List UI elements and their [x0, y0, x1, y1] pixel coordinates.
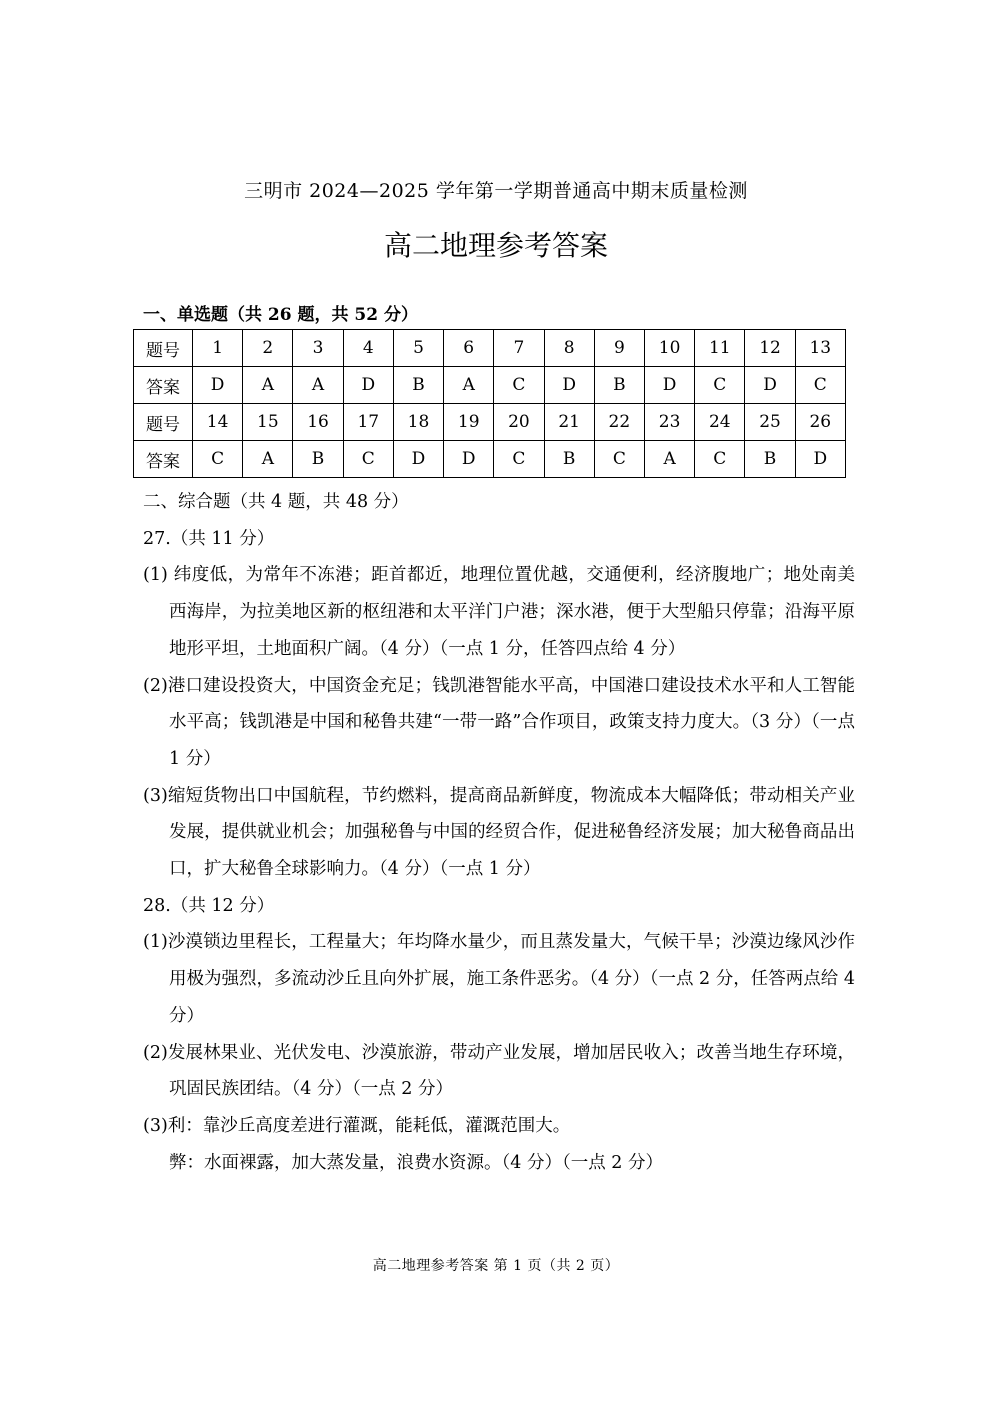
- table-row-numbers-1: [134, 330, 846, 367]
- question-number: 22: [594, 404, 644, 441]
- row-label-number: 题号: [134, 330, 193, 367]
- answer-cell: D: [544, 367, 594, 404]
- question-number: 16: [293, 404, 343, 441]
- question-number: 19: [444, 404, 494, 441]
- question-number: 9: [594, 330, 644, 367]
- answer-cell: D: [343, 367, 393, 404]
- answer-table: [133, 329, 846, 478]
- question-number: 1: [193, 330, 243, 367]
- question-number: 14: [193, 404, 243, 441]
- question-number: 4: [343, 330, 393, 367]
- question-number: 18: [393, 404, 443, 441]
- question-number: 6: [444, 330, 494, 367]
- question-number: 5: [393, 330, 443, 367]
- answer-cell: C: [193, 441, 243, 478]
- question-27-heading: 27.（共 11 分）: [143, 528, 275, 549]
- answer-cell: C: [494, 441, 544, 478]
- question-number: 8: [544, 330, 594, 367]
- exam-subtitle: 三明市 2024—2025 学年第一学期普通高中期末质量检测: [244, 180, 748, 202]
- question-number: 26: [795, 404, 845, 441]
- question-28-answer-1: (1)沙漠锁边里程长，工程量大；年均降水量少，而且蒸发量大，气候干旱；沙漠边缘风沙作用极为强烈，多流动沙丘且向外扩展，施工条件恶劣。（4 分）（一点 2 分，任答两点给 4 分）: [143, 932, 855, 1026]
- answer-cell: B: [544, 441, 594, 478]
- answer-cell: C: [494, 367, 544, 404]
- question-27-answer-1: (1) 纬度低，为常年不冻港；距首都近，地理位置优越，交通便利，经济腹地广；地处南美西海岸，为拉美地区新的枢纽港和太平洋门户港；深水港，便于大型船只停靠；沿海平原地形平坦，土地面积广阔。（4 分）（一点 1 分，任答四点给 4 分）: [143, 565, 855, 659]
- answer-cell: C: [594, 441, 644, 478]
- answer-cell: C: [695, 441, 745, 478]
- section-1-heading: 一、单选题（共 26 题，共 52 分）: [143, 305, 418, 325]
- table-row-answers-2: [134, 441, 846, 478]
- answer-cell: C: [343, 441, 393, 478]
- answer-cell: B: [745, 441, 795, 478]
- answer-cell: D: [444, 441, 494, 478]
- answer-cell: C: [795, 367, 845, 404]
- question-number: 20: [494, 404, 544, 441]
- answer-cell: A: [293, 367, 343, 404]
- question-number: 13: [795, 330, 845, 367]
- question-number: 11: [695, 330, 745, 367]
- answer-cell: A: [444, 367, 494, 404]
- row-label-number: 题号: [134, 404, 193, 441]
- answer-cell: A: [243, 367, 293, 404]
- comprehensive-section: [143, 484, 855, 1181]
- table-row-answers-1: [134, 367, 846, 404]
- question-number: 24: [695, 404, 745, 441]
- page-title: 高二地理参考答案: [383, 229, 608, 262]
- answer-cell: C: [695, 367, 745, 404]
- question-number: 7: [494, 330, 544, 367]
- answer-cell: D: [795, 441, 845, 478]
- answer-cell: B: [393, 367, 443, 404]
- question-28-answer-3-disadvantage: 弊：水面裸露，加大蒸发量，浪费水资源。（4 分）（一点 2 分）: [169, 1152, 663, 1173]
- answer-cell: D: [644, 367, 694, 404]
- question-number: 3: [293, 330, 343, 367]
- page-footer: 高二地理参考答案 第 1 页（共 2 页）: [372, 1258, 620, 1274]
- answer-cell: D: [393, 441, 443, 478]
- question-27-answer-3: (3)缩短货物出口中国航程，节约燃料，提高商品新鲜度，物流成本大幅降低；带动相关产业发展，提供就业机会；加强秘鲁与中国的经贸合作，促进秘鲁经济发展；加大秘鲁商品出口，扩大秘鲁全球影响力。（4 分）（一点 1 分）: [143, 785, 855, 880]
- question-number: 21: [544, 404, 594, 441]
- question-28-answer-2: (2)发展林果业、光伏发电、沙漠旅游，带动产业发展，增加居民收入；改善当地生存环境，巩固民族团结。（4 分）（一点 2 分）: [143, 1042, 855, 1100]
- row-label-answer: 答案: [134, 441, 193, 478]
- answer-cell: A: [243, 441, 293, 478]
- answer-cell: D: [745, 367, 795, 404]
- answer-cell: B: [293, 441, 343, 478]
- question-27-answer-2: (2)港口建设投资大，中国资金充足；钱凯港智能水平高，中国港口建设技术水平和人工智能水平高；钱凯港是中国和秘鲁共建“一带一路”合作项目，政策支持力度大。（3 分）（一点 1 分）: [143, 675, 855, 769]
- question-number: 23: [644, 404, 694, 441]
- question-number: 10: [644, 330, 694, 367]
- section-2-heading: 二、综合题（共 4 题，共 48 分）: [143, 492, 409, 512]
- row-label-answer: 答案: [134, 367, 193, 404]
- answer-cell: B: [594, 367, 644, 404]
- answer-cell: A: [644, 441, 694, 478]
- table-row-numbers-2: [134, 404, 846, 441]
- question-28-answer-3-advantage: (3)利：靠沙丘高度差进行灌溉，能耗低，灌溉范围大。: [143, 1115, 571, 1136]
- question-number: 2: [243, 330, 293, 367]
- answer-cell: D: [193, 367, 243, 404]
- question-number: 12: [745, 330, 795, 367]
- question-number: 25: [745, 404, 795, 441]
- question-number: 15: [243, 404, 293, 441]
- question-number: 17: [343, 404, 393, 441]
- question-28-heading: 28.（共 12 分）: [143, 895, 275, 916]
